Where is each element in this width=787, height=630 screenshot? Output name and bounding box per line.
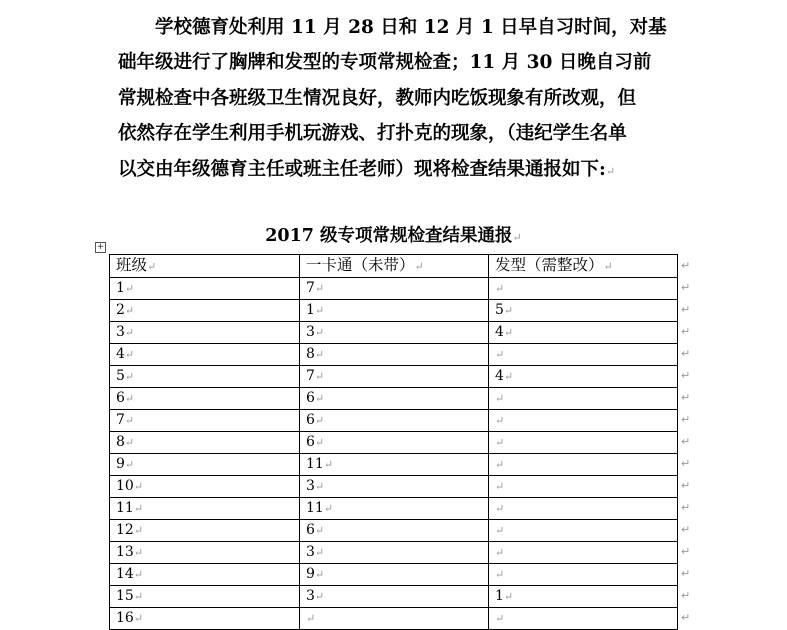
table-row <box>110 278 678 300</box>
paragraph-line: 学校德育处利用 11 月 28 日和 12 月 1 日早自习时间，对基 <box>155 17 667 38</box>
cell-mark-icon: ↵ <box>495 502 505 515</box>
cell-mark-icon: ↵ <box>133 502 144 515</box>
row-end-mark-icon: ↵ <box>681 369 691 382</box>
hairstyle-cell[interactable] <box>489 410 678 432</box>
cell-mark-icon: ↵ <box>124 436 135 449</box>
cell-text: 1 <box>306 302 315 318</box>
hairstyle-cell[interactable] <box>489 322 678 344</box>
cell-text: 班级 <box>116 256 148 274</box>
column-header-class-cell[interactable] <box>110 255 300 278</box>
cell-text: 3 <box>116 324 125 340</box>
cell-mark-icon: ↵ <box>495 392 505 405</box>
hairstyle-cell[interactable] <box>489 344 678 366</box>
cell-mark-icon: ↵ <box>314 392 325 405</box>
cell-text: 4 <box>116 346 125 362</box>
cell-text: 16 <box>116 610 134 626</box>
cell-mark-icon: ↵ <box>314 568 325 581</box>
table-row <box>110 608 678 630</box>
cell-text: 3 <box>306 544 315 560</box>
cell-mark-icon: ↵ <box>124 304 135 317</box>
id-card-cell[interactable] <box>300 542 489 564</box>
row-end-mark-icon: ↵ <box>681 281 691 294</box>
hairstyle-cell[interactable] <box>489 542 678 564</box>
table-row <box>110 586 678 608</box>
class-cell[interactable] <box>110 388 300 410</box>
table-row <box>110 564 678 586</box>
cell-text: 10 <box>116 478 134 494</box>
cell-mark-icon: ↵ <box>503 326 514 339</box>
cell-mark-icon: ↵ <box>314 480 325 493</box>
cell-mark-icon: ↵ <box>124 326 135 339</box>
id-card-cell[interactable] <box>300 322 489 344</box>
cell-text: 8 <box>306 346 315 362</box>
cell-mark-icon: ↵ <box>314 282 325 295</box>
cell-mark-icon: ↵ <box>495 414 505 427</box>
cell-mark-icon: ↵ <box>495 458 505 471</box>
id-card-cell[interactable] <box>300 344 489 366</box>
table-row <box>110 410 678 432</box>
table-row <box>110 432 678 454</box>
class-cell[interactable] <box>110 432 300 454</box>
cell-mark-icon: ↵ <box>314 370 325 383</box>
id-card-cell[interactable] <box>300 520 489 542</box>
cell-text: 6 <box>306 412 315 428</box>
hairstyle-cell[interactable] <box>489 498 678 520</box>
cell-mark-icon: ↵ <box>133 546 144 559</box>
cell-mark-icon: ↵ <box>495 348 505 361</box>
table-header-row <box>110 255 678 278</box>
hairstyle-cell[interactable] <box>489 300 678 322</box>
cell-text: 5 <box>116 368 125 384</box>
cell-mark-icon: ↵ <box>603 260 613 273</box>
paragraph-mark-icon: ↵ <box>512 231 522 244</box>
class-cell[interactable] <box>110 366 300 388</box>
class-cell[interactable] <box>110 322 300 344</box>
cell-text: 11 <box>306 500 324 516</box>
cell-mark-icon: ↵ <box>503 370 514 383</box>
cell-mark-icon: ↵ <box>124 392 135 405</box>
row-end-mark-icon: ↵ <box>681 501 691 514</box>
class-cell[interactable] <box>110 520 300 542</box>
table-move-handle-icon[interactable]: + <box>96 242 105 252</box>
cell-text: 3 <box>306 478 315 494</box>
cell-mark-icon: ↵ <box>323 502 334 515</box>
paragraph-line: 以交由年级德育主任或班主任老师）现将检查结果通报如下:↵ <box>118 158 616 180</box>
class-cell[interactable] <box>110 542 300 564</box>
cell-text: 一卡通（未带） <box>306 256 415 274</box>
id-card-cell[interactable] <box>300 366 489 388</box>
class-cell[interactable] <box>110 564 300 586</box>
id-card-cell[interactable] <box>300 476 489 498</box>
class-cell[interactable] <box>110 454 300 476</box>
cell-mark-icon: ↵ <box>314 326 325 339</box>
cell-text: 11 <box>116 500 134 516</box>
cell-mark-icon: ↵ <box>503 304 514 317</box>
table-row <box>110 520 678 542</box>
cell-text: 3 <box>306 324 315 340</box>
row-end-mark-icon: ↵ <box>681 523 691 536</box>
class-cell[interactable] <box>110 278 300 300</box>
class-cell[interactable] <box>110 410 300 432</box>
cell-text: 2 <box>116 302 125 318</box>
intro-paragraph[interactable] <box>118 10 678 189</box>
row-end-mark-icon: ↵ <box>681 303 691 316</box>
id-card-cell[interactable] <box>300 278 489 300</box>
cell-mark-icon: ↵ <box>495 524 505 537</box>
row-end-mark-icon: ↵ <box>681 545 691 558</box>
hairstyle-cell[interactable] <box>489 476 678 498</box>
cell-text: 6 <box>116 390 125 406</box>
class-cell[interactable] <box>110 344 300 366</box>
table-row <box>110 344 678 366</box>
class-cell[interactable] <box>110 300 300 322</box>
cell-text: 1 <box>116 280 125 296</box>
cell-mark-icon: ↵ <box>503 590 514 603</box>
cell-text: 4 <box>495 324 504 340</box>
row-end-mark-icon: ↵ <box>681 413 691 426</box>
class-cell[interactable] <box>110 498 300 520</box>
cell-mark-icon: ↵ <box>495 568 505 581</box>
row-end-mark-icon: ↵ <box>681 258 691 272</box>
cell-text: 15 <box>116 588 134 604</box>
cell-mark-icon: ↵ <box>133 568 144 581</box>
cell-text: 6 <box>306 434 315 450</box>
report-table <box>109 254 678 630</box>
cell-text: 13 <box>116 544 134 560</box>
cell-mark-icon: ↵ <box>323 458 334 471</box>
row-end-mark-icon: ↵ <box>681 589 691 602</box>
paragraph-line: 依然存在学生利用手机玩游戏、打扑克的现象，（违纪学生名单 <box>118 123 627 145</box>
hairstyle-cell[interactable] <box>489 608 678 630</box>
cell-mark-icon: ↵ <box>495 546 505 559</box>
row-end-mark-icon: ↵ <box>681 567 691 580</box>
cell-text: 7 <box>306 280 315 296</box>
id-card-cell[interactable] <box>300 564 489 586</box>
cell-mark-icon: ↵ <box>124 414 135 427</box>
table-row <box>110 498 678 520</box>
cell-text: 6 <box>306 390 315 406</box>
column-header-id-card-cell[interactable] <box>300 255 489 278</box>
class-cell[interactable] <box>110 586 300 608</box>
paragraph-mark-icon: ↵ <box>605 164 616 178</box>
table-row <box>110 300 678 322</box>
hairstyle-cell[interactable] <box>489 366 678 388</box>
cell-mark-icon: ↵ <box>147 260 157 273</box>
table-row <box>110 322 678 344</box>
cell-text: 5 <box>495 302 504 318</box>
cell-text: 1 <box>495 588 504 604</box>
hairstyle-cell[interactable] <box>489 454 678 476</box>
row-end-mark-icon: ↵ <box>681 325 691 338</box>
cell-text: 6 <box>306 522 315 538</box>
cell-mark-icon: ↵ <box>133 480 144 493</box>
cell-mark-icon: ↵ <box>495 480 505 493</box>
column-header-hairstyle-cell[interactable] <box>489 255 678 278</box>
cell-mark-icon: ↵ <box>314 546 325 559</box>
cell-mark-icon: ↵ <box>414 260 424 273</box>
hairstyle-cell[interactable] <box>489 278 678 300</box>
cell-mark-icon: ↵ <box>133 524 144 537</box>
row-end-mark-icon: ↵ <box>681 611 691 624</box>
class-cell[interactable] <box>110 476 300 498</box>
hairstyle-cell[interactable] <box>489 432 678 454</box>
cell-mark-icon: ↵ <box>124 282 135 295</box>
row-end-mark-icon: ↵ <box>681 479 691 492</box>
cell-text: 7 <box>116 412 125 428</box>
row-end-mark-icon: ↵ <box>681 435 691 448</box>
hairstyle-cell[interactable] <box>489 520 678 542</box>
cell-mark-icon: ↵ <box>495 436 505 449</box>
cell-mark-icon: ↵ <box>314 590 325 603</box>
id-card-cell[interactable] <box>300 454 489 476</box>
paragraph-line: 常规检查中各班级卫生情况良好，教师内吃饭现象有所改观，但 <box>118 87 637 109</box>
id-card-cell[interactable] <box>300 586 489 608</box>
cell-mark-icon: ↵ <box>133 612 144 625</box>
paragraph-line: 础年级进行了胸牌和发型的专项常规检查；11 月 30 日晚自习前 <box>118 52 652 74</box>
table-row <box>110 476 678 498</box>
table-row <box>110 366 678 388</box>
id-card-cell[interactable] <box>300 388 489 410</box>
cell-mark-icon: ↵ <box>124 370 135 383</box>
id-card-cell[interactable] <box>300 300 489 322</box>
cell-text: 8 <box>116 434 125 450</box>
row-end-mark-icon: ↵ <box>681 457 691 470</box>
cell-text: 9 <box>306 566 315 582</box>
table-row <box>110 542 678 564</box>
cell-mark-icon: ↵ <box>314 524 325 537</box>
cell-mark-icon: ↵ <box>314 304 325 317</box>
cell-text: 4 <box>495 368 504 384</box>
id-card-cell[interactable] <box>300 432 489 454</box>
cell-mark-icon: ↵ <box>124 458 135 471</box>
cell-text: 11 <box>306 456 324 472</box>
row-end-mark-icon: ↵ <box>681 347 691 360</box>
id-card-cell[interactable] <box>300 498 489 520</box>
cell-text: 7 <box>306 368 315 384</box>
cell-mark-icon: ↵ <box>495 282 505 295</box>
id-card-cell[interactable] <box>300 608 489 630</box>
cell-mark-icon: ↵ <box>306 612 316 625</box>
cell-text: 12 <box>116 522 134 538</box>
table-row <box>110 388 678 410</box>
cell-text: 9 <box>116 456 125 472</box>
id-card-cell[interactable] <box>300 410 489 432</box>
row-end-mark-icon: ↵ <box>681 391 691 404</box>
hairstyle-cell[interactable] <box>489 388 678 410</box>
table-title[interactable]: 2017 级专项常规检查结果通报↵ <box>265 226 522 246</box>
cell-mark-icon: ↵ <box>314 348 325 361</box>
class-cell[interactable] <box>110 608 300 630</box>
cell-mark-icon: ↵ <box>495 612 505 625</box>
hairstyle-cell[interactable] <box>489 564 678 586</box>
cell-mark-icon: ↵ <box>314 414 325 427</box>
cell-text: 发型（需整改） <box>495 256 604 274</box>
table-row <box>110 454 678 476</box>
cell-mark-icon: ↵ <box>314 436 325 449</box>
cell-text: 14 <box>116 566 134 582</box>
cell-text: 3 <box>306 588 315 604</box>
cell-mark-icon: ↵ <box>133 590 144 603</box>
cell-mark-icon: ↵ <box>124 348 135 361</box>
hairstyle-cell[interactable] <box>489 586 678 608</box>
